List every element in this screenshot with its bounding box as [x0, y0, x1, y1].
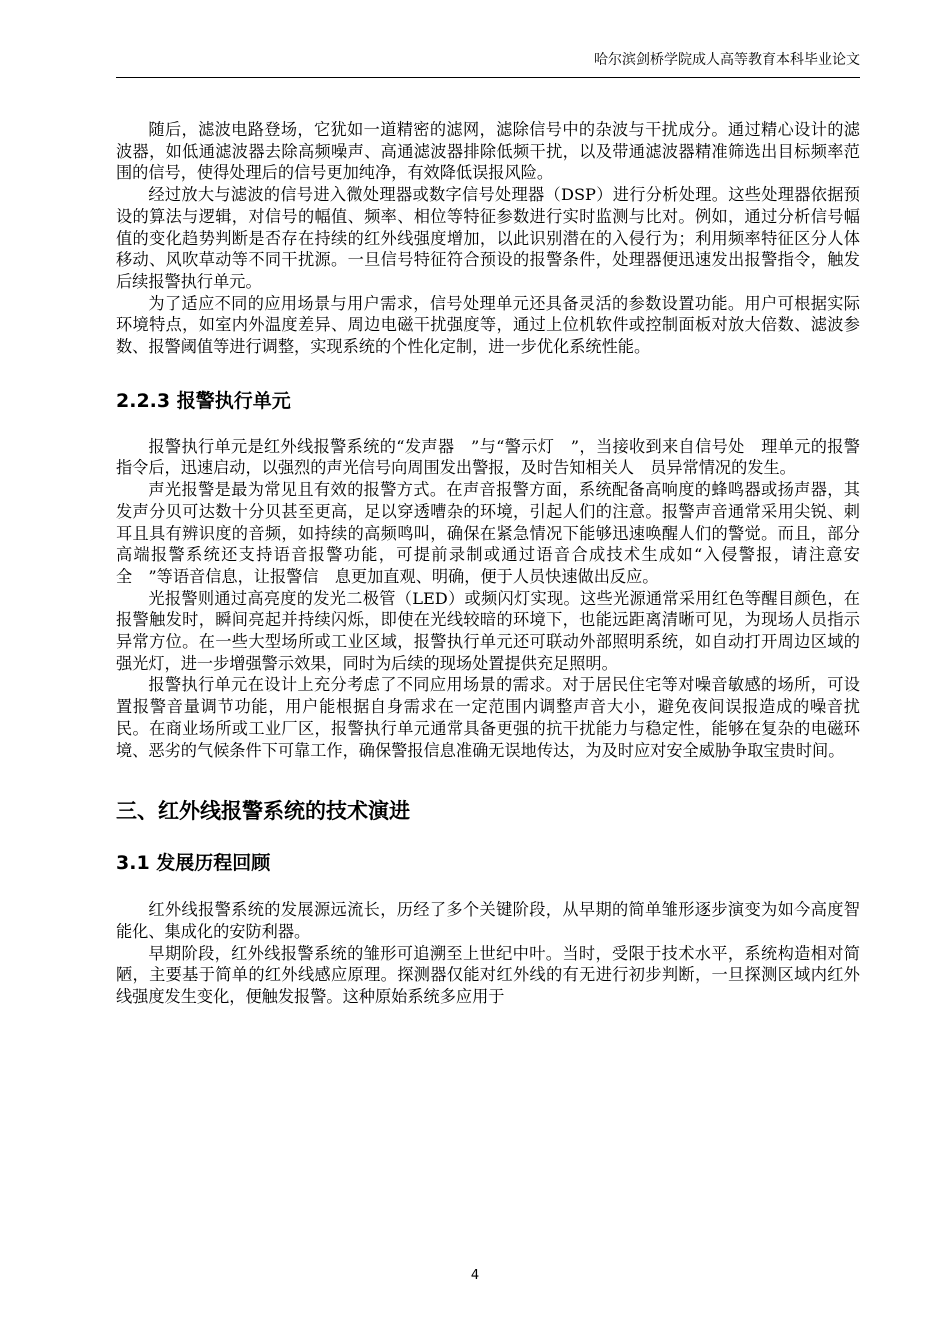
paragraph-filtering: 随后，滤波电路登场，它犹如一道精密的滤网，滤除信号中的杂波与干扰成分。通过精心设计的滤波器，如低通滤波器去除高频噪声、高通滤波器排除低频干扰，以及带通滤波器精准筛选出目标频率范围的信号，使得处理后的信号更加纯净，有效降低误报风险。: [116, 120, 860, 183]
header-divider: [116, 77, 860, 78]
paragraph-early-stage: 早期阶段，红外线报警系统的雏形可追溯至上世纪中叶。当时，受限于技术水平，系统构造相对简陋，主要基于简单的红外线感应原理。探测器仅能对红外线的有无进行初步判断，一旦探测区域内红外线强度发生变化，便触发报警。这种原始系统多应用于: [116, 943, 860, 1007]
paragraph-parameter-settings: 为了适应不同的应用场景与用户需求，信号处理单元还具备灵活的参数设置功能。用户可根据实际环境特点，如室内外温度差异、周边电磁干扰强度等，通过上位机软件或控制面板对放大倍数、滤波参数、报警阈值等进行调整，实现系统的个性化定制，进一步优化系统性能。: [116, 293, 860, 357]
heading-3-1: 3.1 发展历程回顾: [116, 852, 271, 875]
heading-chapter-3: 三、红外线报警系统的技术演进: [116, 799, 410, 824]
paragraph-dsp-processing: 经过放大与滤波的信号进入微处理器或数字信号处理器（DSP）进行分析处理。这些处理器依据预设的算法与逻辑，对信号的幅值、频率、相位等特征参数进行实时监测与比对。例如，通过分析信号幅值的变化趋势判断是否存在持续的红外线强度增加，以此识别潜在的入侵行为；利用频率特征区分人体移动、风吹草动等不同干扰源。一旦信号特征符合预设的报警条件，处理器便迅速发出报警指令，触发后续报警执行单元。: [116, 185, 860, 291]
paragraph-history-overview: 红外线报警系统的发展源远流长，历经了多个关键阶段，从早期的简单雏形逐步演变为如今高度智能化、集成化的安防利器。: [116, 900, 860, 941]
running-header: 哈尔滨剑桥学院成人高等教育本科毕业论文: [594, 52, 860, 68]
paragraph-alarm-unit-intro: 报警执行单元是红外线报警系统的“发声器 ”与“警示灯 ”，当接收到来自信号处 理单元的报警指令后，迅速启动，以强烈的声光信号向周围发出警报，及时告知相关人 员异常情况的发生。: [116, 436, 860, 478]
paragraph-sound-alarm: 声光报警是最为常见且有效的报警方式。在声音报警方面，系统配备高响度的蜂鸣器或扬声器，其发声分贝可达数十分贝甚至更高，足以穿透嘈杂的环境，引起人们的注意。报警声音通常采用尖锐、刺耳且具有辨识度的音频，如持续的高频鸣叫，确保在紧急情况下能够迅速唤醒人们的警觉。而且，部分高端报警系统还支持语音报警功能，可提前录制或通过语音合成技术生成如“入侵警报，请注意安全 ”等语音信息，让报警信 息更加直观、明确，便于人员快速做出反应。: [116, 480, 860, 586]
paragraph-alarm-design: 报警执行单元在设计上充分考虑了不同应用场景的需求。对于居民住宅等对噪音敏感的场所，可设置报警音量调节功能，用户能根据自身需求在一定范围内调整声音大小，避免夜间误报造成的噪音扰民。在商业场所或工业厂区，报警执行单元通常具备更强的抗干扰能力与稳定性，能够在复杂的电磁环境、恶劣的气候条件下可靠工作，确保警报信息准确无误地传达，为及时应对安全威胁争取宝贵时间。: [116, 675, 860, 760]
page-number: 4: [470, 1268, 480, 1283]
heading-2-2-3: 2.2.3 报警执行单元: [116, 389, 291, 412]
body-text: [116, 119, 860, 1008]
paragraph-light-alarm: 光报警则通过高亮度的发光二极管（LED）或频闪灯实现。这些光源通常采用红色等醒目颜色，在报警触发时，瞬间亮起并持续闪烁，即使在光线较暗的环境下，也能远距离清晰可见，为现场人员指示异常方位。在一些大型场所或工业区域，报警执行单元还可联动外部照明系统，如自动打开周边区域的强光灯，进一步增强警示效果，同时为后续的现场处置提供充足照明。: [116, 588, 860, 673]
